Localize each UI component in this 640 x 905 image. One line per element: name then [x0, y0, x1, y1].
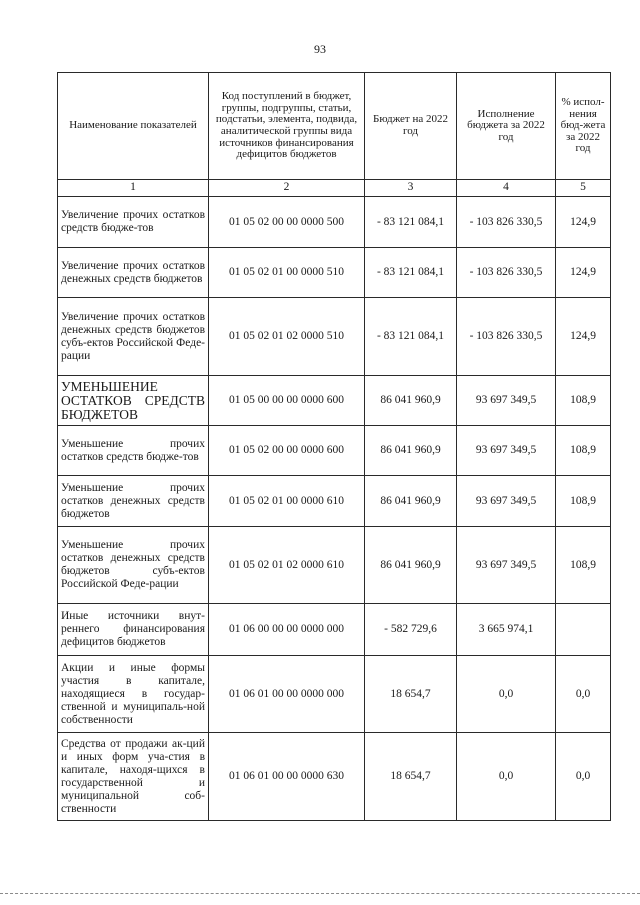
header-budget-execution: Исполнение бюджета за 2022 год: [457, 73, 556, 180]
row-name: УМЕНЬШЕНИЕ ОСТАТКОВ СРЕДСТВ БЮДЖЕТОВ: [58, 376, 209, 426]
row-plan: - 83 121 084,1: [365, 298, 457, 376]
column-number-row: [58, 180, 611, 197]
header-budget-plan: Бюджет на 2022 год: [365, 73, 457, 180]
row-percent: 124,9: [556, 298, 611, 376]
row-plan: - 83 121 084,1: [365, 197, 457, 248]
table-row: [58, 733, 611, 821]
row-code: 01 05 00 00 00 0000 600: [209, 376, 365, 426]
row-percent: 108,9: [556, 527, 611, 604]
row-percent: 0,0: [556, 733, 611, 821]
table-row: [58, 604, 611, 656]
row-fact: - 103 826 330,5: [457, 298, 556, 376]
table-header-row: [58, 73, 611, 180]
column-number: 3: [365, 180, 457, 197]
table-row: [58, 656, 611, 733]
row-name: Увеличение прочих остатков денежных средств бюджетов: [58, 248, 209, 298]
row-fact: 0,0: [457, 733, 556, 821]
row-percent: 0,0: [556, 656, 611, 733]
row-fact: 0,0: [457, 656, 556, 733]
row-percent: 124,9: [556, 248, 611, 298]
row-code: 01 06 01 00 00 0000 630: [209, 733, 365, 821]
table-row: [58, 476, 611, 527]
row-percent: 108,9: [556, 376, 611, 426]
header-execution-percent: % испол-нения бюд-жета за 2022 год: [556, 73, 611, 180]
row-fact: 93 697 349,5: [457, 476, 556, 527]
table-row: [58, 298, 611, 376]
row-fact: - 103 826 330,5: [457, 197, 556, 248]
row-code: 01 06 01 00 00 0000 000: [209, 656, 365, 733]
row-plan: - 83 121 084,1: [365, 248, 457, 298]
row-name: Иные источники внут-реннего финансирования дефицитов бюджетов: [58, 604, 209, 656]
row-fact: 93 697 349,5: [457, 527, 556, 604]
table-row: [58, 248, 611, 298]
row-name: Уменьшение прочих остатков денежных средств бюджетов субъ-ектов Российской Феде-рации: [58, 527, 209, 604]
table-row: [58, 197, 611, 248]
row-plan: 18 654,7: [365, 656, 457, 733]
header-code: Код поступлений в бюджет, группы, подгруппы, статьи, подстатьи, элемента, подвида, аналитической группы вида источников финансирования дефицитов бюджетов: [209, 73, 365, 180]
row-fact: 3 665 974,1: [457, 604, 556, 656]
column-number: 2: [209, 180, 365, 197]
table-row: [58, 376, 611, 426]
row-name: Увеличение прочих остатков средств бюдже-тов: [58, 197, 209, 248]
table-row: [58, 426, 611, 476]
row-code: 01 05 02 01 02 0000 510: [209, 298, 365, 376]
column-number: 5: [556, 180, 611, 197]
row-plan: 18 654,7: [365, 733, 457, 821]
row-percent: 108,9: [556, 476, 611, 527]
row-plan: 86 041 960,9: [365, 426, 457, 476]
column-number: 1: [58, 180, 209, 197]
row-code: 01 05 02 00 00 0000 600: [209, 426, 365, 476]
row-percent: 108,9: [556, 426, 611, 476]
row-code: 01 05 02 01 02 0000 610: [209, 527, 365, 604]
column-number: 4: [457, 180, 556, 197]
row-fact: 93 697 349,5: [457, 426, 556, 476]
row-code: 01 05 02 01 00 0000 610: [209, 476, 365, 527]
row-name: Средства от продажи ак-ций и иных форм уча-стия в капитале, находя-щихся в государственной и муниципальной соб-ственности: [58, 733, 209, 821]
row-percent: [556, 604, 611, 656]
page-number: 93: [314, 42, 326, 56]
table-row: [58, 527, 611, 604]
row-code: 01 06 00 00 00 0000 000: [209, 604, 365, 656]
row-name: Акции и иные формы участия в капитале, находящиеся в государ-ственной и муниципаль-ной собственности: [58, 656, 209, 733]
row-plan: 86 041 960,9: [365, 476, 457, 527]
row-code: 01 05 02 00 00 0000 500: [209, 197, 365, 248]
row-name: Увеличение прочих остатков денежных средств бюджетов субъ-ектов Российской Феде-рации: [58, 298, 209, 376]
scan-edge-line: [0, 893, 640, 894]
row-code: 01 05 02 01 00 0000 510: [209, 248, 365, 298]
row-fact: 93 697 349,5: [457, 376, 556, 426]
row-plan: 86 041 960,9: [365, 376, 457, 426]
row-name: Уменьшение прочих остатков средств бюдже-тов: [58, 426, 209, 476]
row-plan: - 582 729,6: [365, 604, 457, 656]
header-indicator-name: Наименование показателей: [58, 73, 209, 180]
row-fact: - 103 826 330,5: [457, 248, 556, 298]
row-plan: 86 041 960,9: [365, 527, 457, 604]
row-name: Уменьшение прочих остатков денежных средств бюджетов: [58, 476, 209, 527]
budget-sources-table: [57, 72, 611, 821]
row-percent: 124,9: [556, 197, 611, 248]
